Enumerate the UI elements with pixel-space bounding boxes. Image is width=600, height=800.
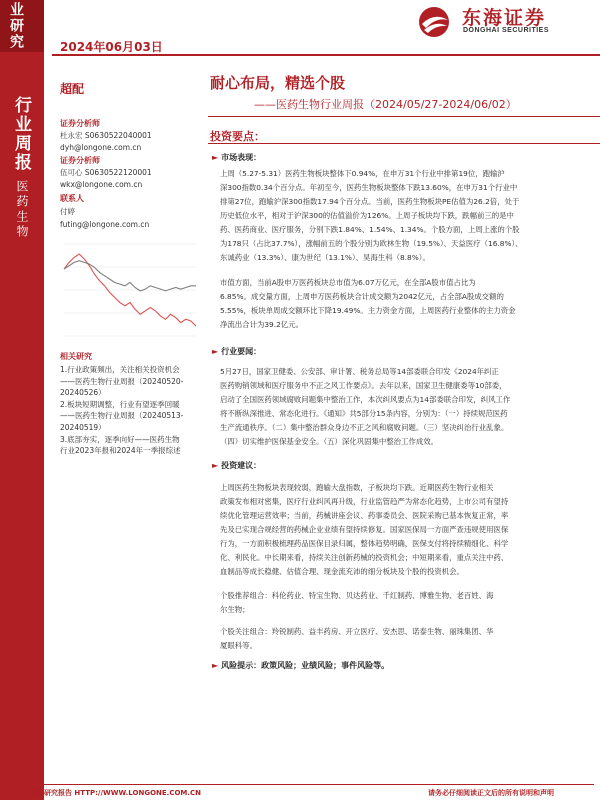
- donghai-logo-icon: [414, 4, 458, 40]
- paragraph-line: 个股推荐组合：科伦药业、特宝生物、贝达药业、千红制药、博雅生物、老百姓、海: [220, 591, 494, 600]
- footer-website[interactable]: 证券研究报告 HTTP://WWW.LONGONE.COM.CN: [30, 789, 202, 797]
- bullet-icon: ►: [212, 153, 219, 162]
- section-heading-advice: [212, 460, 261, 471]
- paragraph-line: 血制品等成长稳健、估值合理、现金流充沛的细分板块及个股的投资机会。: [220, 567, 464, 576]
- paragraph-line: 先及已实现合规经营的药械企业业绩有望持续修复。国家医保局一方面严查违规使用医保: [220, 525, 509, 534]
- logo-subtitle: DONGHAI SECURITIES: [463, 27, 550, 34]
- market-paragraph-1: [220, 167, 596, 265]
- report-subtitle: ——医药生物行业周报（2024/05/27-2024/06/02）: [254, 98, 517, 111]
- related-line[interactable]: 1.行业政策频出，关注相关投资机会: [60, 365, 180, 374]
- company-logo: [414, 4, 590, 40]
- paragraph-line: 化、利民化。中长期来看，持续关注创新药械的投资机会；中短期来看，重点关注中药、: [220, 553, 509, 562]
- bullet-icon: ►: [212, 461, 219, 470]
- paragraph-line: 上周医药生物板块表现较弱，跑输大盘指数，子板块均下跌。近期医药生物行业相关: [220, 483, 494, 492]
- paragraph-line: 厦眼科等。: [220, 641, 257, 650]
- section-heading-text: 投资建议：: [221, 461, 262, 470]
- related-line[interactable]: 行业2023年报和2024年一季报综述: [60, 446, 181, 456]
- contact-label: 联系人: [60, 194, 84, 203]
- paragraph-line: 6.85%。成交量方面，上周申万医药板块合计成交额为2042亿元，占全部A股成交额的: [220, 292, 504, 301]
- report-title: 耐心布局，精选个股: [210, 74, 346, 92]
- footer-disclaimer: 请务必仔细阅读正文后的所有说明和声明: [428, 789, 554, 797]
- paragraph-line: 历史低位水平，相对于沪深300的估值溢价为126%。上周子板块均下跌，跌幅前三的是中: [220, 211, 514, 220]
- bullet-icon: ►: [212, 347, 219, 356]
- analyst-name: 伍可心 S0630522120001: [60, 168, 152, 177]
- risk-warning: [212, 660, 389, 671]
- chart-series-line: [64, 261, 196, 291]
- related-research-list: [60, 364, 210, 457]
- paragraph-line: 政策发布相对密集，医疗行业纠风再升级，行业监管趋严为常态化趋势，上市公司有望持: [220, 497, 509, 506]
- paragraph-line: 市值方面，当前A股申万医药板块总市值为6.07万亿元，在全部A股市值占比为: [220, 278, 476, 287]
- paragraph-line: 生产流通秩序。（二）集中整治群众身边不正之风和腐败问题。（三）坚决纠治行业乱象。: [220, 423, 509, 432]
- paragraph-line: 为178只（占比37.7%），涨幅前五的个股分别为欧林生物（19.5%）、天益医疗（16.8%）、: [220, 239, 523, 248]
- paragraph-line: 行为，一方面积极梳理药品医保目录归属，整体趋势明确，医保支付将持续精细化、科学: [220, 539, 509, 548]
- related-line[interactable]: ——医药生物行业周报（20240520-: [60, 376, 184, 386]
- related-line[interactable]: 20240526）: [60, 388, 106, 398]
- paragraph-line: 东诚药业（13.3%）、康为世纪（13.1%）、昊海生科（8.8%）。: [220, 253, 430, 262]
- key-points-heading: 投资要点：: [210, 130, 265, 143]
- paragraph-line: 上周（5.27-5.31）医药生物板块整体下0.94%，在申万31个行业中排第19位，跑输沪: [220, 169, 505, 178]
- analyst-email: dyh@longone.com.cn: [60, 143, 142, 152]
- related-line[interactable]: 2.板块短期调整，行业有望逐季回暖: [60, 399, 180, 409]
- industry-rating: 超配: [60, 82, 85, 96]
- paragraph-line: 将不断纵深推进、常态化进行。《通知》共5部分15条内容，分别为：（一）持续规范医药: [220, 409, 508, 418]
- related-line[interactable]: ——医药生物行业周报（20240513-: [60, 411, 184, 421]
- section-heading-industry: [212, 346, 261, 357]
- paragraph-line: 启动了全国医药领域腐败问题集中整治工作，本次纠风要点为14部委联合印发，纠风工作: [220, 395, 511, 404]
- title-divider: [208, 116, 600, 117]
- paragraph-line: 深300指数0.34个百分点。年初至今，医药生物板块整体下跌13.60%，在申万31个行业中: [220, 183, 518, 192]
- advice-paragraph: [220, 481, 596, 579]
- risk-warning-text: 风险提示：政策风险；业绩风险；事件风险等。: [221, 661, 390, 670]
- paragraph-line: 个股关注组合：羚锐制药、益丰药房、开立医疗、安杰思、诺泰生物、丽珠集团、华: [220, 627, 494, 636]
- header-divider: [52, 54, 600, 56]
- analyst-label: 证券分析师: [60, 119, 100, 128]
- paragraph-line: 药、医药商业、医疗服务，分别下跌1.84%、1.54%、1.34%。个股方面，上周上涨的个股: [220, 225, 520, 234]
- report-date: 2024年06月03日: [60, 40, 163, 54]
- analyst-label: 证券分析师: [60, 156, 100, 165]
- contact-name: 付婷: [60, 207, 75, 216]
- performance-chart: [60, 236, 200, 346]
- logo-name: 东海证券: [462, 7, 547, 29]
- analyst-name: 杜永宏 S0630522040001: [60, 131, 152, 140]
- industry-label: 医药生物: [15, 180, 29, 240]
- paragraph-line: 尔生物；: [220, 605, 250, 614]
- related-research-title: 相关研究: [60, 352, 92, 361]
- paragraph-line: 医药购销领域和医疗服务中不正之风工作要点》。去年以来，国家卫生健康委等10部委，: [220, 381, 507, 390]
- report-type-label: 行业周报: [11, 96, 31, 172]
- section-heading-market: [212, 152, 261, 163]
- section-heading-text: 行业要闻：: [221, 347, 262, 356]
- analyst-email: wkx@longone.com.cn: [60, 180, 143, 189]
- market-paragraph-2: [220, 276, 596, 332]
- paragraph-line: 净流出合计为39.2亿元。: [220, 320, 303, 329]
- paragraph-line: 5月27日，国家卫健委、公安部、审计署、税务总局等14部委联合印发《2024年纠正: [220, 367, 499, 376]
- report-category-label: 业研究: [8, 2, 24, 50]
- paragraph-line: 续优化管理运营效率；当前，药械讲座会议、药事委员会、医院采购已基本恢复正常，率: [220, 511, 509, 520]
- key-points-divider: [208, 143, 600, 144]
- related-line[interactable]: 3.底部夯实，逐季向好——医药生物: [60, 434, 180, 444]
- footer-divider: [16, 784, 594, 785]
- related-line[interactable]: 20240519）: [60, 422, 106, 432]
- industry-paragraph: [220, 365, 596, 449]
- contact-email: futing@longone.com.cn: [60, 220, 150, 229]
- paragraph-line: 5.55%，板块单周成交额环比下降19.49%。主力资金方面，上周医药行业整体的主力资金: [220, 306, 516, 315]
- watch-portfolio: [220, 625, 596, 653]
- paragraph-line: （四）切实维护医保基金安全。（五）深化巩固集中整治工作成效。: [220, 437, 439, 446]
- section-heading-text: 市场表现：: [221, 153, 262, 162]
- paragraph-line: 排第27位，跑输沪深300指数17.94个百分点。当前，医药生物板块PE估值为26.2倍，处于: [220, 197, 520, 206]
- bullet-icon: ►: [212, 661, 219, 670]
- recommended-portfolio: [220, 589, 596, 617]
